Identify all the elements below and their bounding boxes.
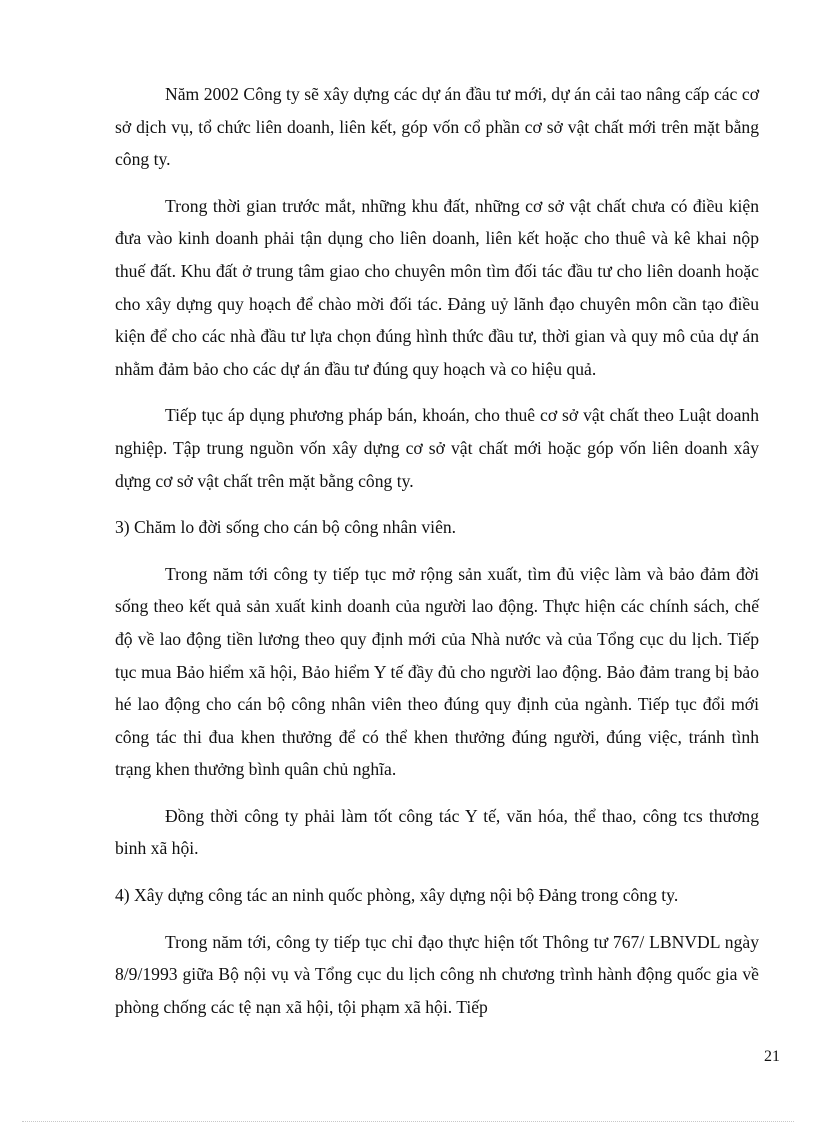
paragraph-health-culture: Đồng thời công ty phải làm tốt công tác Y tế, văn hóa, thể thao, công tcs thương binh xã hội.	[115, 805, 759, 859]
paragraph-land-use: Trong thời gian trước mắt, những khu đất, những cơ sở vật chất chưa có điều kiện đưa vào kinh doanh phải tận dụng cho liên doanh, liên kết hoặc cho thuê và kê khai nộp thuế đất. Khu đất ở trung tâm giao cho chuyên môn tìm đối tác đầu tư cho liên doanh hoặc cho xây dựng quy hoạch để chào mời đối tác. Đảng uỷ lãnh đạo chuyên môn cần tạo điều kiện để cho các nhà đầu tư lựa chọn đúng hình thức đầu tư, thời gian và quy mô của dự án nhằm đảm bảo cho các dự án đầu tư đúng quy hoạch và co hiệu quả.	[115, 195, 759, 379]
paragraph-employment: Trong năm tới công ty tiếp tục mở rộng sản xuất, tìm đủ việc làm và bảo đảm đời sống theo kết quả sản xuất kinh doanh của người lao động. Thực hiện các chính sách, chế độ về lao động tiền lương theo quy định mới của Nhà nước và của Tổng cục du lịch. Tiếp tục mua Bảo hiểm xã hội, Bảo hiểm Y tế đầy đủ cho người lao động. Bảo đảm trang bị bảo hé lao động cho cán bộ công nhân viên theo đúng quy định của ngành. Tiếp tục đổi mới công tác thi đua khen thưởng để có thể khen thưởng đúng người, đúng việc, tránh tình trạng khen thưởng bình quân chủ nghĩa.	[115, 563, 759, 780]
page-number: 21	[764, 1048, 780, 1065]
paragraph-investment-projects: Năm 2002 Công ty sẽ xây dựng các dự án đầu tư mới, dự án cải tao nâng cấp các cơ sở dịch vụ, tổ chức liên doanh, liên kết, góp vốn cổ phần cơ sở vật chất mới trên mặt bằng công ty.	[115, 84, 759, 170]
paragraph-lease-methods: Tiếp tục áp dụng phương pháp bán, khoán, cho thuê cơ sở vật chất theo Luật doanh nghiệp. Tập trung nguồn vốn xây dựng cơ sở vật chất mới hoặc góp vốn liên doanh xây dựng cơ sở vật chất trên mặt bằng công ty.	[115, 405, 759, 491]
section-heading-security: 4) Xây dựng công tác an ninh quốc phòng, xây dựng nội bộ Đảng trong công ty.	[115, 885, 679, 906]
page-body	[115, 78, 759, 1037]
paragraph-circular-767: Trong năm tới, công ty tiếp tục chỉ đạo thực hiện tốt Thông tư 767/ LBNVDL ngày 8/9/1993 giữa Bộ nội vụ và Tổng cục du lịch công nh chương trình hành động quốc gia về phòng chống các tệ nạn xã hội, tội phạm xã hội. Tiếp	[115, 931, 759, 1017]
section-heading-staff-welfare: 3) Chăm lo đời sống cho cán bộ công nhân viên.	[115, 517, 457, 538]
footer-dotted-rule	[22, 1121, 794, 1122]
